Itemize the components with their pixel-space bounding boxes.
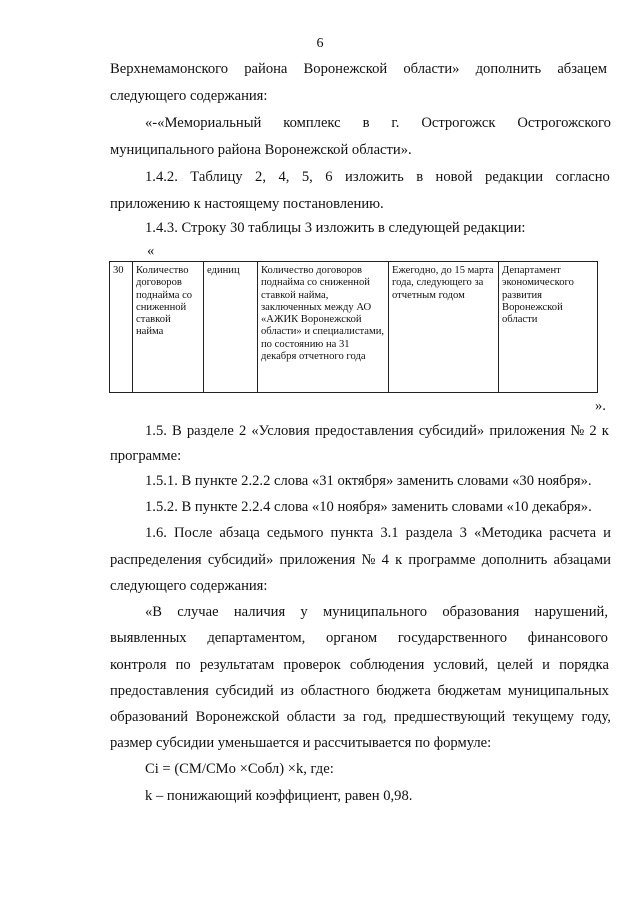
word: бюджетам <box>437 683 502 699</box>
word: Острогожского <box>517 115 611 131</box>
text-line-18 <box>110 683 609 700</box>
table-row <box>110 262 598 393</box>
word: района <box>244 61 288 77</box>
word: субсидий» <box>418 423 485 439</box>
word: 2, <box>255 169 266 185</box>
word: «В <box>145 604 163 620</box>
word: в <box>362 115 370 131</box>
word: «Условия <box>251 423 310 439</box>
word: 1.6. <box>145 525 167 541</box>
text-line-10: 1.5.1. В пункте 2.2.2 слова «31 октября» заменить словами «30 ноября». <box>145 473 592 489</box>
word: в <box>416 169 424 185</box>
word: по <box>175 657 191 673</box>
word: 5, <box>301 169 313 185</box>
word: за <box>343 709 356 725</box>
word: В <box>172 423 182 439</box>
word: абзацами <box>553 552 611 568</box>
word: проверок <box>283 657 341 673</box>
word: результатам <box>199 657 275 673</box>
word: № <box>570 423 585 439</box>
cell-formula: Количество договоров поднайма со сниженной ставкой найма, заключенных между АО «АЖИК Воронежской области» и специалистами, по состоянию на 31 декабря отчетного года <box>258 262 389 393</box>
word: текущему <box>512 709 574 725</box>
word: наличия <box>233 604 286 620</box>
cell-responsible: Департамент экономического развития Воронежской области <box>499 262 598 393</box>
word: расчета <box>549 525 597 541</box>
word: предоставления <box>314 423 414 439</box>
word: год, <box>362 709 387 725</box>
text-line-9: программе: <box>110 448 182 464</box>
word: областного <box>300 683 370 699</box>
word: приложения <box>489 423 566 439</box>
word: абзацем <box>557 61 607 77</box>
word: году, <box>581 709 611 725</box>
text-line-13 <box>110 552 611 569</box>
text-line-12 <box>145 525 611 542</box>
word: редакции <box>485 169 544 185</box>
text-line-8 <box>145 423 609 440</box>
word: порядка <box>559 657 609 673</box>
cell-unit: единиц <box>204 262 258 393</box>
word: комплекс <box>283 115 341 131</box>
word: «-«Мемориальный <box>145 115 262 131</box>
word: муниципального <box>322 604 428 620</box>
word: предоставления <box>110 683 209 699</box>
word: Воронежской <box>303 61 388 77</box>
word: Верхнемамонского <box>110 61 229 77</box>
word: целей <box>497 657 534 673</box>
cell-number: 30 <box>110 262 133 393</box>
text-line-20: размер субсидии уменьшается и рассчитывается по формуле: <box>110 735 492 751</box>
word: Таблицу <box>190 169 243 185</box>
word: программе <box>408 552 476 568</box>
word: г. <box>391 115 400 131</box>
word: к <box>395 552 403 568</box>
text-line-16 <box>110 630 608 647</box>
text-line-3 <box>145 115 611 132</box>
cell-period: Ежегодно, до 15 марта года, следующего за отчетным годом <box>389 262 499 393</box>
text-line-5 <box>145 169 610 186</box>
word: нарушений, <box>534 604 608 620</box>
word: седьмого <box>266 525 324 541</box>
word: у <box>300 604 308 620</box>
word: 3 <box>459 525 467 541</box>
word: новой <box>435 169 473 185</box>
word: дополнить <box>481 552 548 568</box>
word: муниципальных <box>507 683 609 699</box>
word: 1.5. <box>145 423 167 439</box>
word: 4 <box>381 552 389 568</box>
word: 3.1 <box>380 525 399 541</box>
word: органом <box>326 630 378 646</box>
word: «Методика <box>473 525 543 541</box>
word: 6 <box>325 169 333 185</box>
word: области <box>286 709 336 725</box>
text-line-11: 1.5.2. В пункте 2.2.4 слова «10 ноября» заменить словами «10 декабря». <box>145 499 592 515</box>
text-line-1 <box>110 61 607 78</box>
word: 2 <box>238 423 247 439</box>
word: абзаца <box>219 525 260 541</box>
formula-line: Ci = (CM/CMo ×Cобл) ×k, где: <box>145 761 334 777</box>
close-quote: ». <box>595 398 606 414</box>
word: бюджета <box>376 683 431 699</box>
word: После <box>173 525 213 541</box>
word: финансового <box>527 630 608 646</box>
word: и <box>542 657 550 673</box>
word: распределения <box>110 552 202 568</box>
text-line-17 <box>110 657 609 674</box>
word: субсидий» <box>207 552 274 568</box>
coefficient-line: k – понижающий коэффициент, равен 0,98. <box>145 788 413 804</box>
text-line-7: 1.4.3. Строку 30 таблицы 3 изложить в следующей редакции: <box>145 220 526 236</box>
text-line-6: приложению к настоящему постановлению. <box>110 196 384 212</box>
text-line-4: муниципального района Воронежской области». <box>110 142 412 158</box>
word: области» <box>403 61 460 77</box>
word: предшествующий <box>393 709 506 725</box>
word: образования <box>442 604 520 620</box>
word: выявленных <box>110 630 187 646</box>
text-line-15 <box>145 604 608 621</box>
word: к <box>601 423 609 439</box>
word: 4, <box>278 169 290 185</box>
word: соблюдения <box>349 657 425 673</box>
text-line-19 <box>110 709 611 726</box>
word: приложения <box>279 552 356 568</box>
word: согласно <box>555 169 610 185</box>
word: контроля <box>110 657 167 673</box>
word: образований <box>110 709 189 725</box>
word: 2 <box>589 423 597 439</box>
word: государственного <box>397 630 508 646</box>
text-line-14: следующего содержания: <box>110 578 268 594</box>
page-number: 6 <box>316 36 324 51</box>
word: 1.4.2. <box>145 169 178 185</box>
word: случае <box>177 604 219 620</box>
cell-indicator: Количество договоров поднайма со сниженной ставкой найма <box>133 262 204 393</box>
table-row-30 <box>109 261 598 393</box>
word: разделе <box>186 423 234 439</box>
open-quote: « <box>147 243 155 259</box>
word: из <box>280 683 294 699</box>
word: № <box>361 552 376 568</box>
word: субсидий <box>215 683 274 699</box>
text-line-2: следующего содержания: <box>110 88 268 104</box>
word: изложить <box>345 169 404 185</box>
word: и <box>603 525 611 541</box>
word: Воронежской <box>195 709 280 725</box>
word: условий, <box>433 657 489 673</box>
word: департаментом, <box>207 630 306 646</box>
word: Острогожск <box>421 115 496 131</box>
word: раздела <box>405 525 453 541</box>
word: дополнить <box>475 61 542 77</box>
word: пункта <box>330 525 374 541</box>
